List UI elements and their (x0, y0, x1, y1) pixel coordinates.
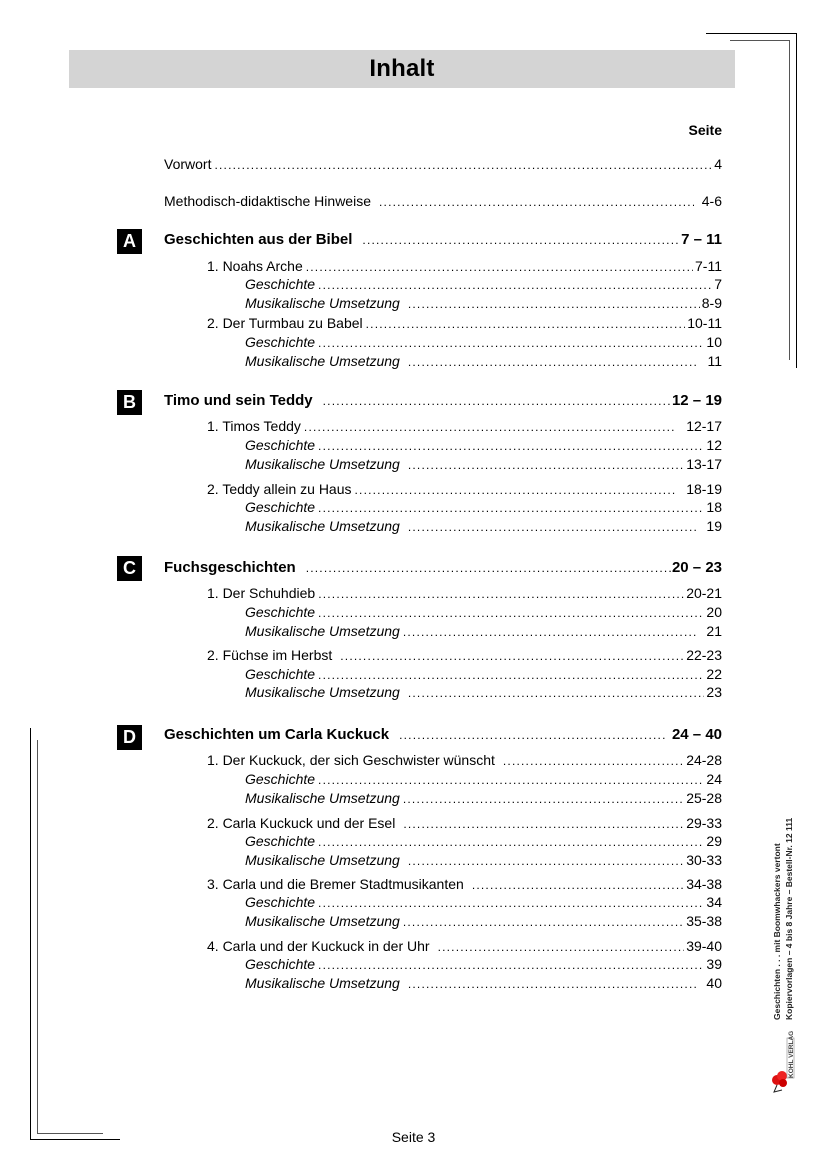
section-row-b (164, 392, 722, 410)
toc-page: 22-23 (686, 647, 722, 663)
frame-bottom-left-vertical (30, 728, 31, 1139)
toc-leader-dots (318, 771, 704, 789)
toc-page: 4-6 (701, 193, 722, 209)
sidebar-line-title: Geschichten . . . mit Boomwhackers vertont (772, 843, 782, 1020)
toc-label: 1. Der Schuhdieb (207, 585, 316, 601)
toc-page: 39 (706, 956, 722, 972)
sidebar-line-order: Kopiervorlagen – 4 bis 8 Jahre – Bestell-Nr. 12 111 (784, 817, 794, 1020)
toc-row-chapter (207, 875, 722, 894)
toc-page: 19 (706, 518, 722, 534)
toc-leader-dots (318, 833, 704, 851)
toc-row-vorwort (164, 155, 722, 174)
toc-leader-dots (318, 604, 704, 622)
frame-bottom-left-vertical-inner (37, 740, 38, 1133)
toc-label: 4. Carla und der Kuckuck in der Uhr (207, 938, 430, 954)
toc-page: 22 (706, 666, 722, 682)
toc-label: Geschichte (245, 437, 316, 453)
toc-leader-dots (403, 623, 699, 641)
toc-leader-dots (408, 975, 699, 993)
toc-leader-dots (408, 852, 684, 870)
page-title: Inhalt (369, 55, 435, 82)
toc-leader-dots (503, 752, 684, 770)
toc-label: Geschichte (245, 833, 316, 849)
toc-label: Musikalische Umsetzung (245, 295, 400, 311)
toc-leader-dots (472, 876, 684, 894)
toc-label: Musikalische Umsetzung (245, 456, 400, 472)
toc-row-chapter (207, 257, 722, 276)
toc-page: 34-38 (686, 876, 722, 892)
toc-row-sub (245, 498, 722, 517)
toc-page: 23 (706, 684, 722, 700)
section-title: Geschichten aus der Bibel (164, 231, 353, 248)
toc-row-sub (245, 683, 722, 702)
toc-leader-dots (340, 647, 684, 665)
frame-top-right-horizontal-inner (730, 40, 790, 41)
section-pages: 24 – 40 (671, 726, 722, 743)
section-title: Geschichten um Carla Kuckuck (164, 726, 390, 743)
toc-row-chapter (207, 937, 722, 956)
toc-leader-dots (408, 684, 705, 702)
toc-row-sub (245, 789, 722, 808)
toc-leader-dots (403, 790, 684, 808)
section-title: Fuchsgeschichten (164, 559, 296, 576)
toc-label: Musikalische Umsetzung (245, 913, 400, 929)
toc-row-sub (245, 851, 722, 870)
toc-leader-dots (306, 258, 693, 276)
toc-label: 2. Teddy allein zu Haus (207, 481, 352, 497)
toc-row-sub (245, 352, 722, 371)
toc-label: Musikalische Umsetzung (245, 975, 400, 991)
toc-page: 4 (714, 156, 722, 172)
toc-page: 12-17 (686, 418, 722, 434)
toc-leader-dots (318, 437, 704, 455)
toc-row-sub (245, 912, 722, 931)
section-row-d (164, 726, 722, 744)
toc-label: 1. Der Kuckuck, der sich Geschwister wünscht (207, 752, 495, 768)
toc-leader-dots (318, 499, 704, 517)
toc-row-sub (245, 455, 722, 474)
toc-page: 11 (707, 353, 722, 369)
toc-page: 8-9 (701, 295, 722, 311)
toc-row-sub (245, 275, 722, 294)
toc-page: 29-33 (686, 815, 722, 831)
toc-row-chapter (207, 646, 722, 665)
toc-label: Musikalische Umsetzung (245, 684, 400, 700)
toc-leader-dots (318, 956, 704, 974)
toc-label: 2. Der Turmbau zu Babel (207, 315, 363, 331)
toc-page: 24 (706, 771, 722, 787)
toc-leader-dots (366, 315, 686, 333)
section-letter-b: B (117, 390, 142, 415)
toc-label: Geschichte (245, 666, 316, 682)
sidebar-text (772, 818, 794, 1020)
toc-row-sub (245, 436, 722, 455)
toc-page: 29 (706, 833, 722, 849)
toc-row-sub (245, 294, 722, 313)
page-column-header: Seite (688, 122, 722, 138)
frame-top-right-vertical (796, 33, 797, 368)
toc-label: 3. Carla und die Bremer Stadtmusikanten (207, 876, 464, 892)
toc-leader-dots (318, 585, 684, 603)
toc-leader-dots (306, 559, 672, 577)
frame-top-right-horizontal (706, 33, 796, 34)
toc-row-chapter (207, 814, 722, 833)
toc-label: Musikalische Umsetzung (245, 623, 400, 639)
toc-row-sub (245, 517, 722, 536)
toc-leader-dots (403, 815, 684, 833)
section-pages: 7 – 11 (681, 231, 722, 248)
toc-leader-dots (403, 913, 684, 931)
toc-page: 20 (706, 604, 722, 620)
toc-label: Musikalische Umsetzung (245, 353, 400, 369)
page-footer: Seite 3 (391, 1129, 436, 1145)
toc-label: Musikalische Umsetzung (245, 518, 400, 534)
toc-row-sub (245, 770, 722, 789)
toc-page: 18-19 (686, 481, 722, 497)
toc-label: Geschichte (245, 499, 316, 515)
toc-label: 2. Füchse im Herbst (207, 647, 333, 663)
toc-row-chapter (207, 480, 722, 499)
toc-page: 20-21 (686, 585, 722, 601)
toc-leader-dots (408, 295, 700, 313)
toc-label: Musikalische Umsetzung (245, 852, 400, 868)
frame-top-right-vertical-inner (789, 40, 790, 360)
toc-row-chapter (207, 314, 722, 333)
toc-leader-dots (318, 276, 712, 294)
toc-leader-dots (318, 666, 704, 684)
publisher-logo (768, 1032, 798, 1094)
toc-page: 40 (706, 975, 722, 991)
toc-leader-dots (379, 193, 694, 211)
toc-row-hinweise (164, 192, 722, 211)
section-letter-d: D (117, 725, 142, 750)
toc-page: 7-11 (695, 258, 722, 274)
toc-page: 34 (706, 894, 722, 910)
section-pages: 20 – 23 (671, 559, 722, 576)
toc-leader-dots (323, 392, 672, 410)
toc-label: Musikalische Umsetzung (245, 790, 400, 806)
toc-row-chapter (207, 751, 722, 770)
toc-page: 39-40 (686, 938, 722, 954)
toc-row-sub (245, 974, 722, 993)
toc-page: 30-33 (686, 852, 722, 868)
section-letter-c: C (117, 556, 142, 581)
toc-leader-dots (408, 518, 699, 536)
toc-label: 1. Timos Teddy (207, 418, 301, 434)
section-title: Timo und sein Teddy (164, 392, 313, 409)
toc-page: 25-28 (686, 790, 722, 806)
toc-label: Geschichte (245, 894, 316, 910)
toc-page: 10 (706, 334, 722, 350)
toc-leader-dots (318, 334, 704, 352)
section-pages: 12 – 19 (671, 392, 722, 409)
section-row-a (164, 231, 722, 249)
toc-page: 7 (714, 276, 722, 292)
toc-label: Geschichte (245, 956, 316, 972)
toc-row-sub (245, 622, 722, 641)
toc-row-sub (245, 893, 722, 912)
toc-row-sub (245, 665, 722, 684)
toc-label: 1. Noahs Arche (207, 258, 303, 274)
toc-row-sub (245, 955, 722, 974)
publisher-name: KOHL VERLAG (788, 1030, 795, 1078)
toc-leader-dots (318, 894, 704, 912)
toc-row-chapter (207, 417, 722, 436)
section-letter-a: A (117, 229, 142, 254)
toc-page: 10-11 (687, 315, 722, 331)
toc-leader-dots (355, 481, 677, 499)
toc-page: 21 (706, 623, 722, 639)
toc-leader-dots (304, 418, 676, 436)
toc-row-sub (245, 333, 722, 352)
toc-label: Geschichte (245, 276, 316, 292)
toc-row-sub (245, 603, 722, 622)
toc-label: Vorwort (164, 156, 212, 172)
toc-page: 12 (706, 437, 722, 453)
title-bar (69, 50, 735, 88)
toc-leader-dots (399, 726, 666, 744)
toc-page: 13-17 (686, 456, 722, 472)
toc-label: Geschichte (245, 334, 316, 350)
toc-row-sub (245, 832, 722, 851)
section-row-c (164, 559, 722, 577)
toc-leader-dots (438, 938, 685, 956)
toc-label: Geschichte (245, 604, 316, 620)
toc-leader-dots (408, 456, 684, 474)
toc-leader-dots (408, 353, 700, 371)
toc-page: 35-38 (686, 913, 722, 929)
toc-row-chapter (207, 584, 722, 603)
toc-label: Geschichte (245, 771, 316, 787)
toc-label: Methodisch-didaktische Hinweise (164, 193, 371, 209)
toc-page: 18 (706, 499, 722, 515)
toc-leader-dots (214, 156, 712, 174)
toc-page: 24-28 (686, 752, 722, 768)
toc-label: 2. Carla Kuckuck und der Esel (207, 815, 396, 831)
toc-leader-dots (362, 231, 679, 249)
